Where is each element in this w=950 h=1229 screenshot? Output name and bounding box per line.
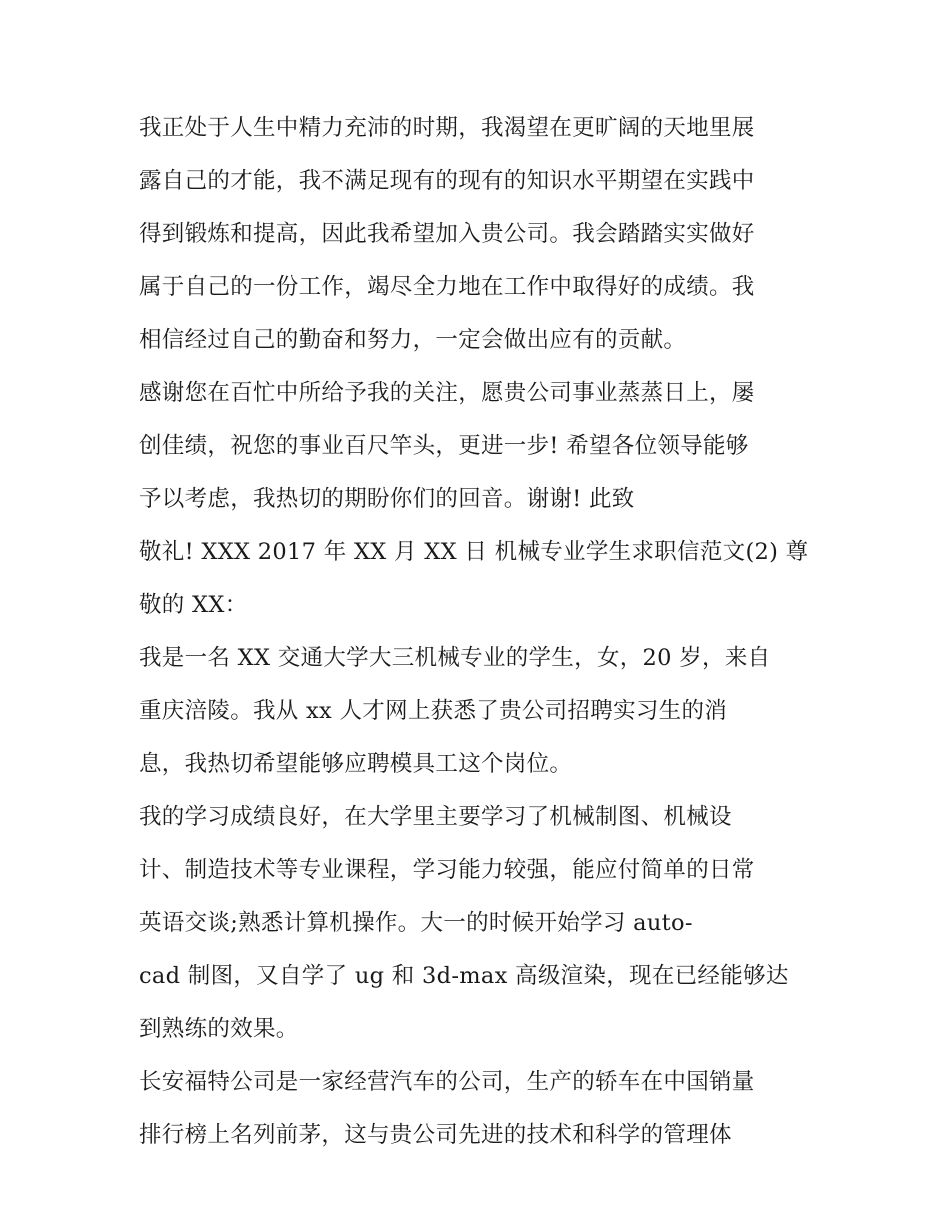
text-line: 我是一名 XX 交通大学大三机械专业的学生，女，20 岁，来自: [139, 645, 771, 671]
text-line: 相信经过自己的勤奋和努力，一定会做出应有的贡献。: [139, 327, 687, 353]
text-line: 重庆涪陵。我从 xx 人才网上获悉了贵公司招聘实习生的消: [139, 698, 728, 724]
text-line: 感谢您在百忙中所给予我的关注，愿贵公司事业蒸蒸日上，屡: [139, 380, 755, 406]
text-line: 我正处于人生中精力充沛的时期，我渴望在更旷阔的天地里展: [139, 115, 755, 141]
text-line: 敬的 XX：: [139, 592, 248, 618]
paragraph-1: [139, 102, 819, 367]
paragraph-6: [139, 1056, 819, 1162]
text-line: 得到锻炼和提高，因此我希望加入贵公司。我会踏踏实实做好: [139, 221, 755, 247]
text-line: 计、制造技术等专业课程，学习能力较强，能应付简单的日常: [139, 857, 755, 883]
text-line: 长安福特公司是一家经营汽车的公司，生产的轿车在中国销量: [139, 1069, 755, 1095]
text-line: 息，我热切希望能够应聘模具工这个岗位。: [139, 751, 573, 777]
paragraph-4: [139, 632, 819, 791]
text-line: 敬礼! XXX 2017 年 XX 月 XX 日 机械专业学生求职信范文(2) 尊: [139, 539, 809, 565]
paragraph-3: [139, 526, 819, 632]
text-line: 到熟练的效果。: [139, 1016, 299, 1042]
text-line: 英语交谈;熟悉计算机操作。大一的时候开始学习 auto-: [139, 910, 693, 936]
text-line: 属于自己的一份工作，竭尽全力地在工作中取得好的成绩。我: [139, 274, 755, 300]
text-line: 露自己的才能，我不满足现有的现有的知识水平期望在实践中: [139, 168, 755, 194]
paragraph-2: [139, 367, 819, 526]
document-body: [139, 102, 819, 1162]
text-line: 排行榜上名列前茅，这与贵公司先进的技术和科学的管理体: [139, 1122, 732, 1148]
text-line: 予以考虑，我热切的期盼你们的回音。谢谢! 此致: [139, 486, 635, 512]
paragraph-5: [139, 791, 819, 1056]
text-line: cad 制图，又自学了 ug 和 3d-max 高级渲染，现在已经能够达: [139, 963, 789, 989]
text-line: 我的学习成绩良好，在大学里主要学习了机械制图、机械设: [139, 804, 732, 830]
text-line: 创佳绩，祝您的事业百尺竿头，更进一步! 希望各位领导能够: [139, 433, 749, 459]
